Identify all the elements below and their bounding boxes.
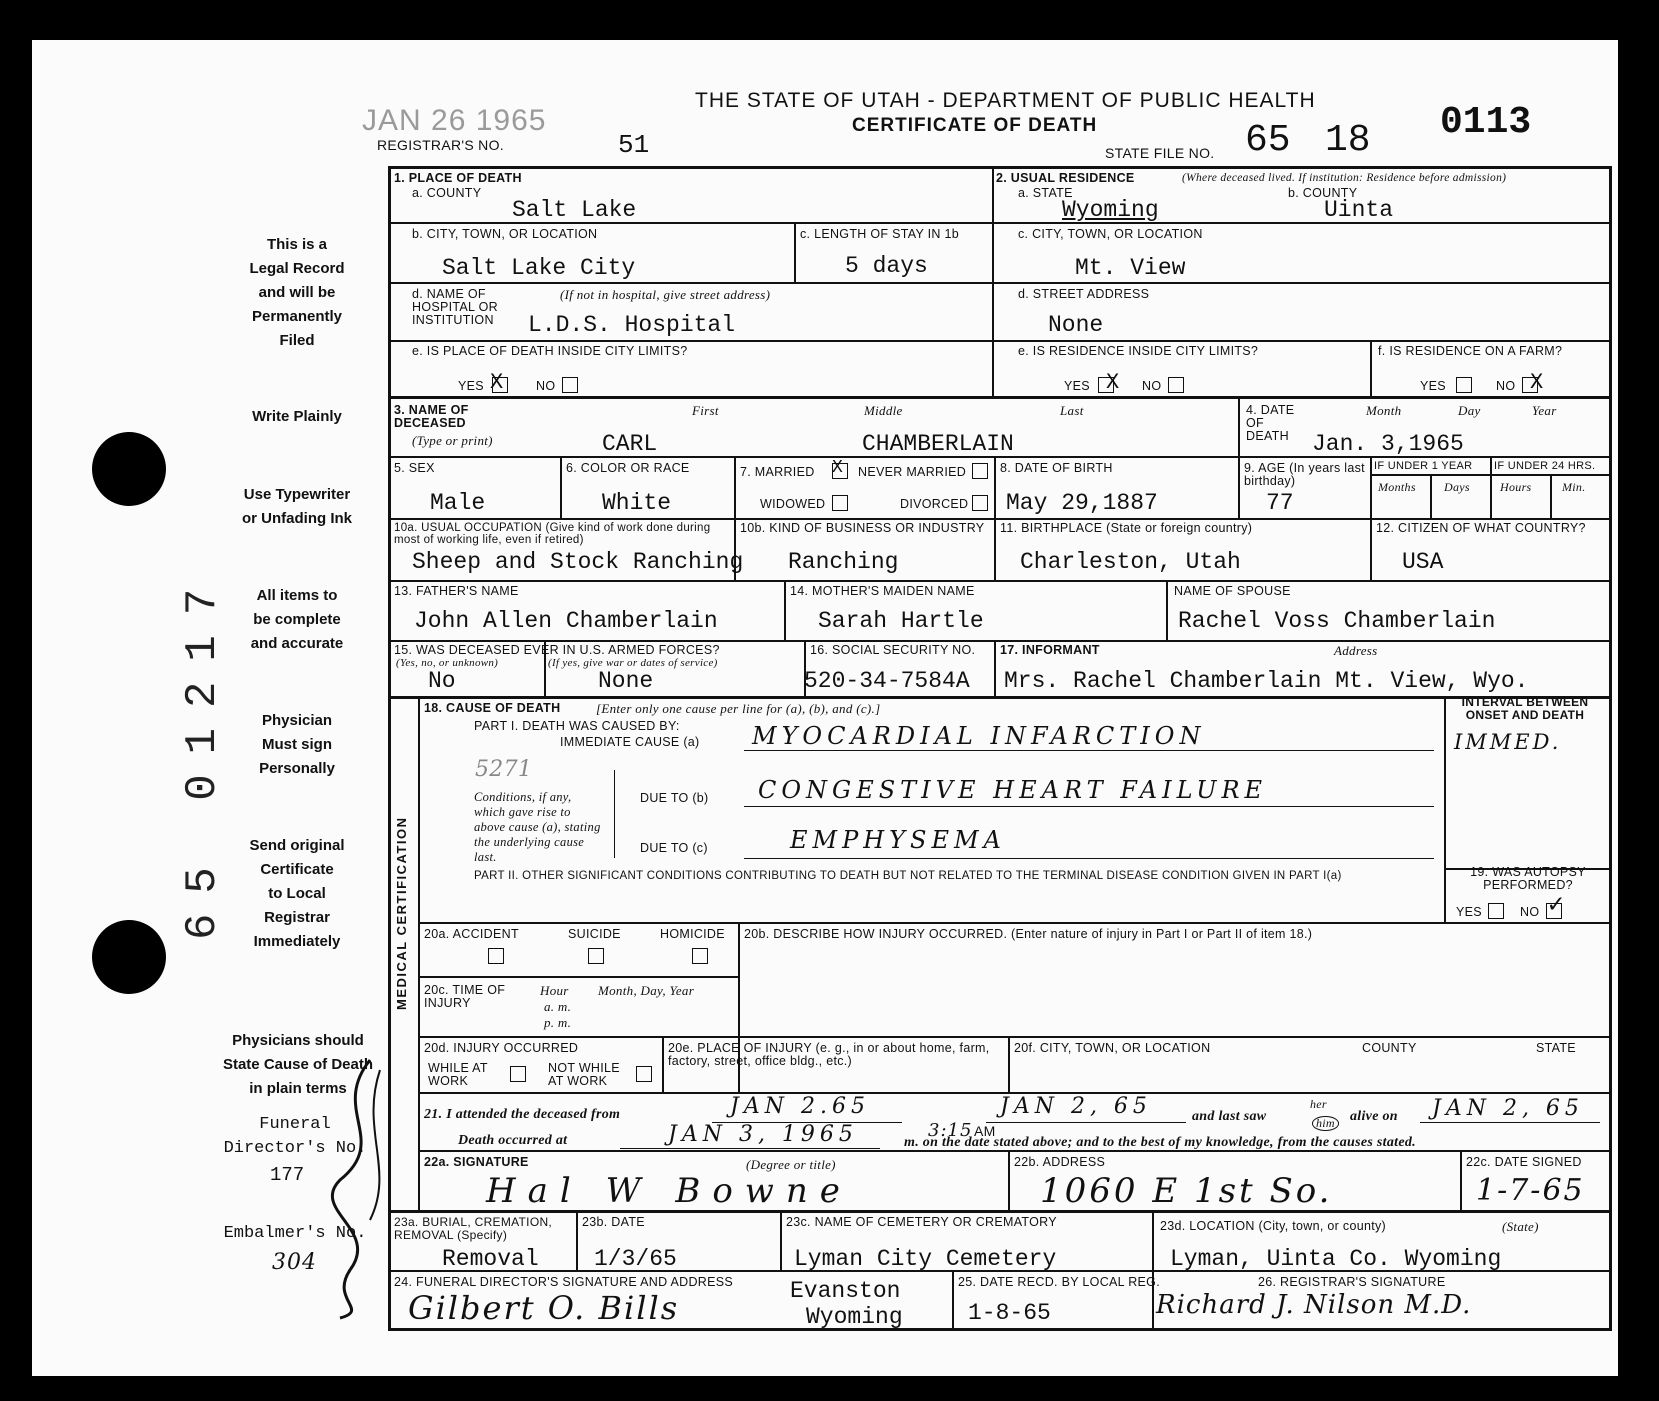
mother-name-value: Sarah Hartle <box>818 608 984 634</box>
embalmer-no: 304 <box>272 1250 317 1275</box>
hospital-value: L.D.S. Hospital <box>528 312 736 338</box>
am-mark: AM <box>974 1123 996 1139</box>
signature-label: 22a. SIGNATURE <box>424 1155 529 1169</box>
spouse-name-label: NAME OF SPOUSE <box>1174 584 1291 598</box>
residence-state-value: Wyoming <box>1062 197 1159 223</box>
war-dates-note: (If yes, give war or dates of service) <box>548 657 718 669</box>
last-saw-label: and last saw <box>1192 1109 1267 1124</box>
divider <box>1460 1150 1462 1210</box>
city-label: b. CITY, TOWN, OR LOCATION <box>412 227 598 241</box>
divider <box>418 976 738 978</box>
divider <box>388 580 1609 582</box>
sex-label: 5. SEX <box>394 461 435 475</box>
interval-label: INTERVAL BETWEEN ONSET AND DEATH <box>1461 695 1589 722</box>
her-label: her <box>1310 1097 1327 1111</box>
funeral-director-no: 177 <box>270 1164 305 1186</box>
state-file-part-b: 18 <box>1325 119 1371 162</box>
form-right-border <box>1609 166 1612 1328</box>
certificate-title: CERTIFICATE OF DEATH <box>852 115 1098 136</box>
registrar-signature: Richard J. Nilson M.D. <box>1156 1290 1472 1320</box>
date-signed-label: 22c. DATE SIGNED <box>1466 1155 1582 1169</box>
divider <box>1550 474 1552 518</box>
death-city-limits-no-checkbox[interactable] <box>562 377 578 393</box>
burial-location-value: Lyman, Uinta Co. Wyoming <box>1170 1246 1502 1272</box>
death-county-value: Salt Lake <box>512 197 637 223</box>
city-limits-label: e. IS PLACE OF DEATH INSIDE CITY LIMITS? <box>412 344 688 358</box>
burial-method-value: Removal <box>442 1246 539 1272</box>
place-of-injury-label: 20e. PLACE OF INJURY (e. g., in or about home, farm, factory, street, office bldg., etc.) <box>668 1041 990 1069</box>
residence-city-label: c. CITY, TOWN, OR LOCATION <box>1018 227 1203 241</box>
married-label: 7. MARRIED <box>740 465 815 479</box>
check-x-mark: X <box>1530 370 1544 395</box>
burial-date-label: 23b. DATE <box>582 1215 645 1229</box>
state-cause-note: Physicians should State Cause of Death in plain terms <box>222 1032 374 1097</box>
injury-occurred-label: 20d. INJURY OCCURRED <box>424 1041 579 1055</box>
informant-value: Mrs. Rachel Chamberlain Mt. View, Wyo. <box>1004 668 1529 694</box>
divider <box>1008 1150 1010 1210</box>
registrar-signature-label: 26. REGISTRAR'S SIGNATURE <box>1258 1275 1446 1289</box>
attended-to-value: JAN 2, 65 <box>1000 1094 1152 1119</box>
street-address-label: d. STREET ADDRESS <box>1018 287 1150 301</box>
divider <box>1370 474 1609 476</box>
physician-signature: Hal W Bowne <box>486 1171 852 1211</box>
cause-bracket <box>614 770 615 858</box>
state-file-label: STATE FILE NO. <box>1105 145 1215 161</box>
county-label: a. COUNTY <box>412 186 482 200</box>
race-label: 6. COLOR OR RACE <box>566 461 690 475</box>
complete-items-note: All items to be complete and accurate <box>250 587 344 652</box>
divider <box>1430 474 1432 518</box>
autopsy-check-mark: ✓ <box>1548 890 1564 920</box>
farm-label: f. IS RESIDENCE ON A FARM? <box>1378 344 1563 358</box>
typewriter-note: Use Typewriter or Unfading Ink <box>242 486 352 527</box>
physician-address-label: 22b. ADDRESS <box>1014 1155 1106 1169</box>
months-label: Months <box>1378 480 1416 494</box>
first-name-label: First <box>692 403 719 418</box>
state-file-part-a: 65 <box>1245 119 1291 162</box>
death-occurred-label: Death occurred at <box>458 1133 568 1148</box>
death-time-value: 3:15 <box>928 1120 973 1141</box>
attended-to-line <box>986 1122 1186 1123</box>
icd-code: 5271 <box>475 757 533 782</box>
last-name-value: CHAMBERLAIN <box>862 431 1014 457</box>
vertical-control-number: 65 01217 <box>178 568 228 940</box>
usual-residence-note: (Where deceased lived. If institution: Residence before admission) <box>1182 172 1507 184</box>
cause-a-line <box>744 750 1434 751</box>
father-name-label: 13. FATHER'S NAME <box>394 584 519 598</box>
divider <box>734 456 736 518</box>
hours-label: Hours <box>1500 480 1532 494</box>
burial-date-value: 1/3/65 <box>594 1246 677 1272</box>
send-original-note: Send original Certificate to Local Registrar Immediately <box>249 837 345 950</box>
date-received-value: 1-8-65 <box>968 1300 1051 1326</box>
armed-forces-label: 15. WAS DECEASED EVER IN U.S. ARMED FORCES? <box>394 643 720 657</box>
date-signed-value: 1-7-65 <box>1476 1173 1585 1208</box>
cause-of-death-label: 18. CAUSE OF DEATH <box>424 701 561 715</box>
injury-date-label: Month, Day, Year <box>598 983 695 998</box>
divider <box>388 340 1609 342</box>
burial-label: 23a. BURIAL, CREMATION, REMOVAL (Specify) <box>394 1215 553 1242</box>
divider <box>952 1270 954 1328</box>
homicide-checkbox[interactable] <box>692 948 708 964</box>
date-received-label: 25. DATE RECD. BY LOCAL REG. <box>958 1275 1160 1289</box>
last-name-label: Last <box>1060 403 1084 418</box>
birthplace-label: 11. BIRTHPLACE (State or foreign country) <box>1000 521 1253 535</box>
no-label: NO <box>1520 905 1540 919</box>
day-label: Day <box>1458 403 1481 418</box>
divider <box>994 640 996 696</box>
industry-value: Ranching <box>788 549 899 575</box>
state-label: a. STATE <box>1018 186 1073 200</box>
yes-label: YES <box>1456 905 1482 919</box>
conditions-note: Conditions, if any, which gave rise to above cause (a), stating the underlying cause last. <box>474 790 601 864</box>
mother-name-label: 14. MOTHER'S MAIDEN NAME <box>790 584 975 598</box>
death-occurred-line <box>620 1148 880 1149</box>
yes-label: YES <box>458 379 484 393</box>
legal-record-note: This is a Legal Record and will be Permanently Filed <box>249 236 345 349</box>
burial-state-label: (State) <box>1502 1219 1539 1234</box>
divider <box>1444 696 1446 922</box>
immediate-cause-value: MYOCARDIAL INFARCTION <box>752 722 1206 750</box>
divider <box>418 696 420 1210</box>
name-of-deceased-label: 3. NAME OF DECEASED <box>394 403 469 431</box>
punch-hole-bottom <box>92 920 166 994</box>
divorced-checkbox[interactable] <box>972 495 988 511</box>
check-x-mark: X <box>490 370 504 395</box>
widowed-checkbox[interactable] <box>832 495 848 511</box>
yes-label: YES <box>1420 379 1446 393</box>
divorced-label: DIVORCED <box>900 497 969 511</box>
death-occurred-value: JAN 3, 1965 <box>668 1122 858 1147</box>
injury-description-label: 20b. DESCRIBE HOW INJURY OCCURRED. (Enter nature of injury in Part I or Part II of item 18.) <box>744 927 1313 941</box>
divider <box>1166 580 1168 640</box>
hospital-label: d. NAME OF HOSPITAL OR INSTITUTION <box>412 287 498 328</box>
not-while-at-work-label: NOT WHILE AT WORK <box>548 1061 620 1089</box>
no-label: NO <box>1142 379 1162 393</box>
funeral-director-no-label: Funeral Director's No. <box>223 1115 367 1158</box>
date-of-birth-label: 8. DATE OF BIRTH <box>1000 461 1113 475</box>
physician-sign-note: Physician Must sign Personally <box>259 712 335 777</box>
homicide-label: HOMICIDE <box>660 927 725 941</box>
punch-hole-top <box>92 432 166 506</box>
death-city-value: Salt Lake City <box>442 255 636 281</box>
divider <box>1490 456 1492 518</box>
attended-from-value: JAN 2.65 <box>730 1094 870 1119</box>
race-value: White <box>602 490 672 516</box>
father-name-value: John Allen Chamberlain <box>414 608 718 634</box>
yes-label: YES <box>1064 379 1090 393</box>
death-occurred-statement: m. on the date stated above; and to the best of my knowledge, from the causes stated. <box>904 1135 1416 1150</box>
length-of-stay-value: 5 days <box>845 253 928 279</box>
injury-county-label: COUNTY <box>1362 1041 1417 1055</box>
pm-label: p. m. <box>544 1015 572 1030</box>
part-two-label: PART II. OTHER SIGNIFICANT CONDITIONS CONTRIBUTING TO DEATH BUT NOT RELATED TO THE TERMINAL DISEASE CONDITION GIVEN IN PART I(a) <box>474 870 1342 882</box>
residence-city-limits-no-checkbox[interactable] <box>1168 377 1184 393</box>
war-service-value: None <box>598 668 654 694</box>
not-while-at-work-checkbox[interactable] <box>636 1066 652 1082</box>
sex-value: Male <box>430 490 486 516</box>
residence-city-limits-label: e. IS RESIDENCE INSIDE CITY LIMITS? <box>1018 344 1259 358</box>
cause-of-death-note: [Enter only one cause per line for (a), (b), and (c).] <box>596 701 881 716</box>
suicide-checkbox[interactable] <box>588 948 604 964</box>
accident-checkbox[interactable] <box>488 948 504 964</box>
never-married-label: NEVER MARRIED <box>858 465 967 479</box>
medical-certification-label: MEDICAL CERTIFICATION <box>394 816 409 1010</box>
divider <box>1008 1036 1010 1092</box>
divider <box>560 456 562 518</box>
due-to-b-label: DUE TO (b) <box>640 791 709 805</box>
divider <box>780 1210 782 1270</box>
hour-label: Hour <box>540 983 569 998</box>
write-plainly-note: Write Plainly <box>252 408 342 425</box>
funeral-director-signature: Gilbert O. Bills <box>408 1289 680 1327</box>
time-of-injury-label: 20c. TIME OF INJURY <box>424 983 506 1011</box>
divider <box>388 282 1609 284</box>
hospital-note: (If not in hospital, give street address) <box>560 287 771 302</box>
while-at-work-checkbox[interactable] <box>510 1066 526 1082</box>
type-or-print-note: (Type or print) <box>412 433 493 448</box>
divider <box>418 922 1609 924</box>
suicide-label: SUICIDE <box>568 927 621 941</box>
residence-county-value: Uinta <box>1324 197 1394 223</box>
divider <box>1370 340 1372 396</box>
funeral-director-signature-label: 24. FUNERAL DIRECTOR'S SIGNATURE AND ADDRESS <box>394 1275 734 1289</box>
due-to-c-label: DUE TO (c) <box>640 841 708 855</box>
min-label: Min. <box>1562 480 1586 494</box>
armed-forces-value: No <box>428 668 456 694</box>
divider <box>388 518 1609 520</box>
occupation-value: Sheep and Stock Ranching <box>412 549 744 575</box>
ssn-label: 16. SOCIAL SECURITY NO. <box>810 643 976 657</box>
divider <box>794 222 796 282</box>
citizen-value: USA <box>1402 549 1444 575</box>
state-file-part-c: 0113 <box>1440 101 1532 144</box>
cause-c-value: EMPHYSEMA <box>790 826 1006 854</box>
divider <box>662 1036 664 1092</box>
cause-c-line <box>744 858 1434 859</box>
accident-label: 20a. ACCIDENT <box>424 927 519 941</box>
divider <box>388 396 1609 399</box>
check-x-mark: X <box>1106 370 1120 395</box>
cemetery-label: 23c. NAME OF CEMETERY OR CREMATORY <box>786 1215 1057 1229</box>
funeral-director-city: Evanston <box>790 1278 901 1304</box>
residence-county-label: b. COUNTY <box>1288 186 1358 200</box>
age-label: 9. AGE (In years last birthday) <box>1244 461 1365 489</box>
middle-name-label: Middle <box>864 403 903 418</box>
farm-yes-checkbox[interactable] <box>1456 377 1472 393</box>
immediate-cause-label: IMMEDIATE CAUSE (a) <box>560 735 700 749</box>
divider <box>1370 456 1372 518</box>
occupation-label: 10a. USUAL OCCUPATION (Give kind of work done during most of working life, even if retired) <box>394 522 711 547</box>
industry-label: 10b. KIND OF BUSINESS OR INDUSTRY <box>740 521 985 535</box>
month-label: Month <box>1366 403 1402 418</box>
part-one-label: PART I. DEATH WAS CAUSED BY: <box>474 719 680 733</box>
injury-state-label: STATE <box>1536 1041 1576 1055</box>
funeral-director-state: Wyoming <box>806 1304 903 1330</box>
street-address-value: None <box>1048 312 1104 338</box>
first-name-value: CARL <box>602 431 658 457</box>
usual-residence-label: 2. USUAL RESIDENCE <box>996 171 1135 185</box>
divider <box>1238 456 1240 518</box>
cause-b-line <box>744 806 1434 807</box>
citizen-label: 12. CITIZEN OF WHAT COUNTRY? <box>1376 521 1586 535</box>
no-label: NO <box>536 379 556 393</box>
birthplace-value: Charleston, Utah <box>1020 549 1241 575</box>
date-of-death-label: 4. DATE OF DEATH <box>1246 403 1295 444</box>
age-value: 77 <box>1266 490 1294 516</box>
informant-address-label: Address <box>1334 643 1378 658</box>
length-of-stay-label: c. LENGTH OF STAY IN 1b <box>800 227 960 241</box>
divider <box>388 640 1609 642</box>
date-of-birth-value: May 29,1887 <box>1006 490 1158 516</box>
divider <box>576 1210 578 1270</box>
no-label: NO <box>1496 379 1516 393</box>
him-label: him <box>1312 1116 1339 1131</box>
divider <box>784 580 786 640</box>
informant-label: 17. INFORMANT <box>1000 643 1100 657</box>
spouse-name-value: Rachel Voss Chamberlain <box>1178 608 1496 634</box>
autopsy-label: 19. WAS AUTOPSY PERFORMED? <box>1470 865 1586 893</box>
alive-on-line <box>1420 1122 1600 1123</box>
form-top-border <box>388 166 1612 169</box>
autopsy-yes-checkbox[interactable] <box>1488 903 1504 919</box>
date-of-death-value: Jan. 3,1965 <box>1312 431 1464 457</box>
alive-on-value: JAN 2, 65 <box>1432 1096 1584 1121</box>
burial-location-label: 23d. LOCATION (City, town, or county) <box>1160 1219 1386 1233</box>
embalmer-no-label: Embalmer's No. <box>223 1224 367 1243</box>
divider <box>1370 518 1372 580</box>
state-title: THE STATE OF UTAH - DEPARTMENT OF PUBLIC HEALTH <box>695 89 1316 112</box>
divider <box>388 696 1609 699</box>
attended-label: 21. I attended the deceased from <box>424 1107 621 1122</box>
divider <box>388 222 992 224</box>
widowed-label: WIDOWED <box>760 497 826 511</box>
days-label: Days <box>1444 480 1470 494</box>
cemetery-value: Lyman City Cemetery <box>794 1246 1057 1272</box>
received-stamp: JAN 26 1965 <box>362 104 547 137</box>
year-label: Year <box>1532 403 1557 418</box>
residence-city-value: Mt. View <box>1075 255 1186 281</box>
never-married-checkbox[interactable] <box>972 463 988 479</box>
am-label: a. m. <box>544 999 572 1014</box>
armed-forces-note: (Yes, no, or unknown) <box>396 657 499 669</box>
physician-address-value: 1060 E 1st So. <box>1040 1171 1333 1211</box>
registrar-no: 51 <box>618 130 650 160</box>
place-of-death-label: 1. PLACE OF DEATH <box>394 171 522 185</box>
ssn-value: 520-34-7584A <box>804 668 970 694</box>
divider <box>418 1036 1609 1038</box>
while-at-work-label: WHILE AT WORK <box>428 1061 488 1089</box>
form-bottom-border <box>388 1328 1612 1331</box>
check-x-mark: X <box>832 458 843 478</box>
alive-on-label: alive on <box>1350 1109 1398 1124</box>
injury-city-label: 20f. CITY, TOWN, OR LOCATION <box>1014 1041 1211 1055</box>
cause-b-value: CONGESTIVE HEART FAILURE <box>758 776 1268 804</box>
divider <box>1238 396 1240 456</box>
registrar-no-label: REGISTRAR'S NO. <box>377 137 504 153</box>
divider <box>1152 1210 1154 1270</box>
under-1-year-label: IF UNDER 1 YEAR <box>1374 460 1473 472</box>
under-24-hrs-label: IF UNDER 24 HRS. <box>1494 460 1596 472</box>
degree-label: (Degree or title) <box>746 1157 836 1172</box>
interval-value: IMMED. <box>1454 730 1562 754</box>
divider <box>992 166 994 396</box>
